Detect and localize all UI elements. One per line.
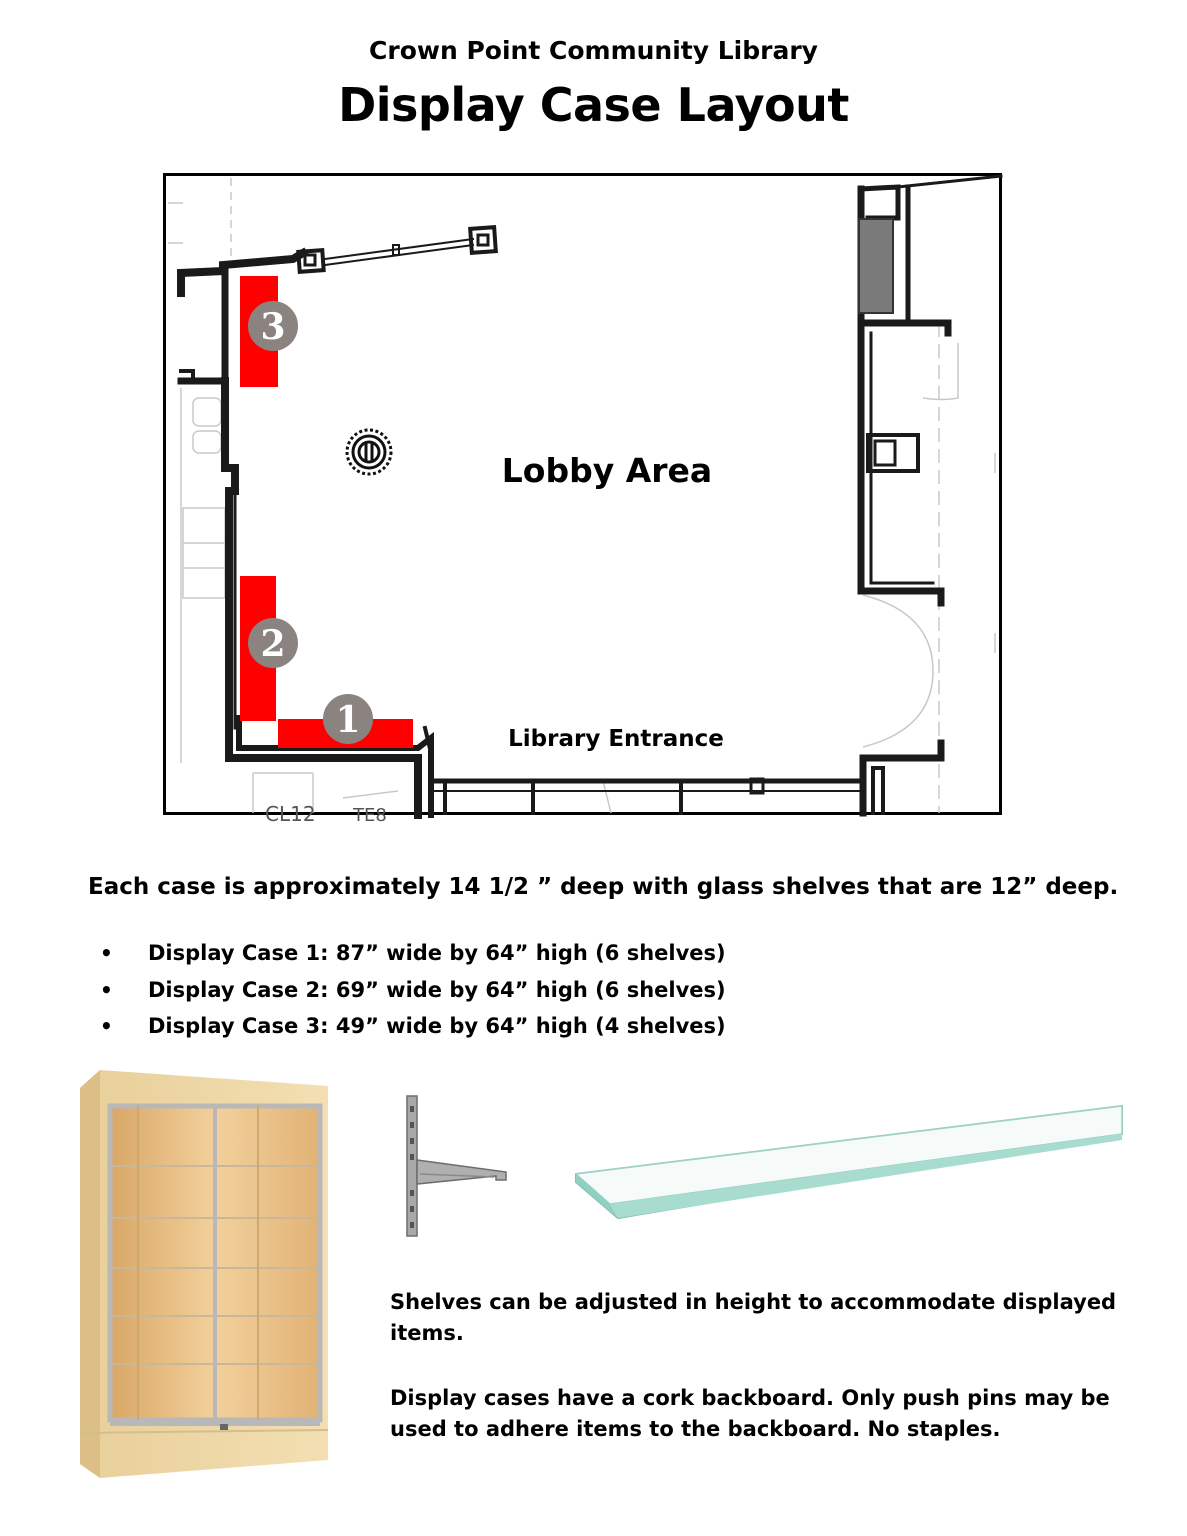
library-entrance-label: Library Entrance xyxy=(508,726,724,752)
room-code-2: TE8 xyxy=(353,805,387,826)
case-marker-2 xyxy=(248,618,298,668)
backboard-note: Display cases have a cork backboard. Only push pins may be used to adhere items to the backboard. No staples. xyxy=(390,1386,1110,1441)
organization-name: Crown Point Community Library xyxy=(369,36,818,65)
floor-plan xyxy=(163,173,1002,826)
case-number-2: 2 xyxy=(260,623,286,665)
case-marker-3 xyxy=(248,301,298,351)
page-title: Display Case Layout xyxy=(338,78,849,132)
shelf-adjust-note: Shelves can be adjusted in height to accommodate displayed items. xyxy=(390,1290,1117,1345)
case-number-3: 3 xyxy=(260,306,286,348)
case-spec-item: • Display Case 2: 69” wide by 64” high (6 shelves) xyxy=(100,975,726,1012)
case-spec-item: • Display Case 3: 49” wide by 64” high (4 shelves) xyxy=(100,1011,726,1048)
case-depth-note: Each case is approximately 14 1/2 ” deep with glass shelves that are 12” deep. xyxy=(88,874,1119,900)
display-cabinet-image xyxy=(80,1068,332,1480)
case-marker-1 xyxy=(323,694,373,744)
lobby-area-label: Lobby Area xyxy=(501,451,713,490)
room-code-1: CL12 xyxy=(265,802,316,826)
case-number-1: 1 xyxy=(335,699,361,741)
glass-shelf-image xyxy=(570,1104,1126,1222)
shelf-bracket-image xyxy=(398,1094,508,1238)
case-spec-item: • Display Case 1: 87” wide by 64” high (6 shelves) xyxy=(100,938,726,975)
case-spec-list xyxy=(100,938,726,1048)
